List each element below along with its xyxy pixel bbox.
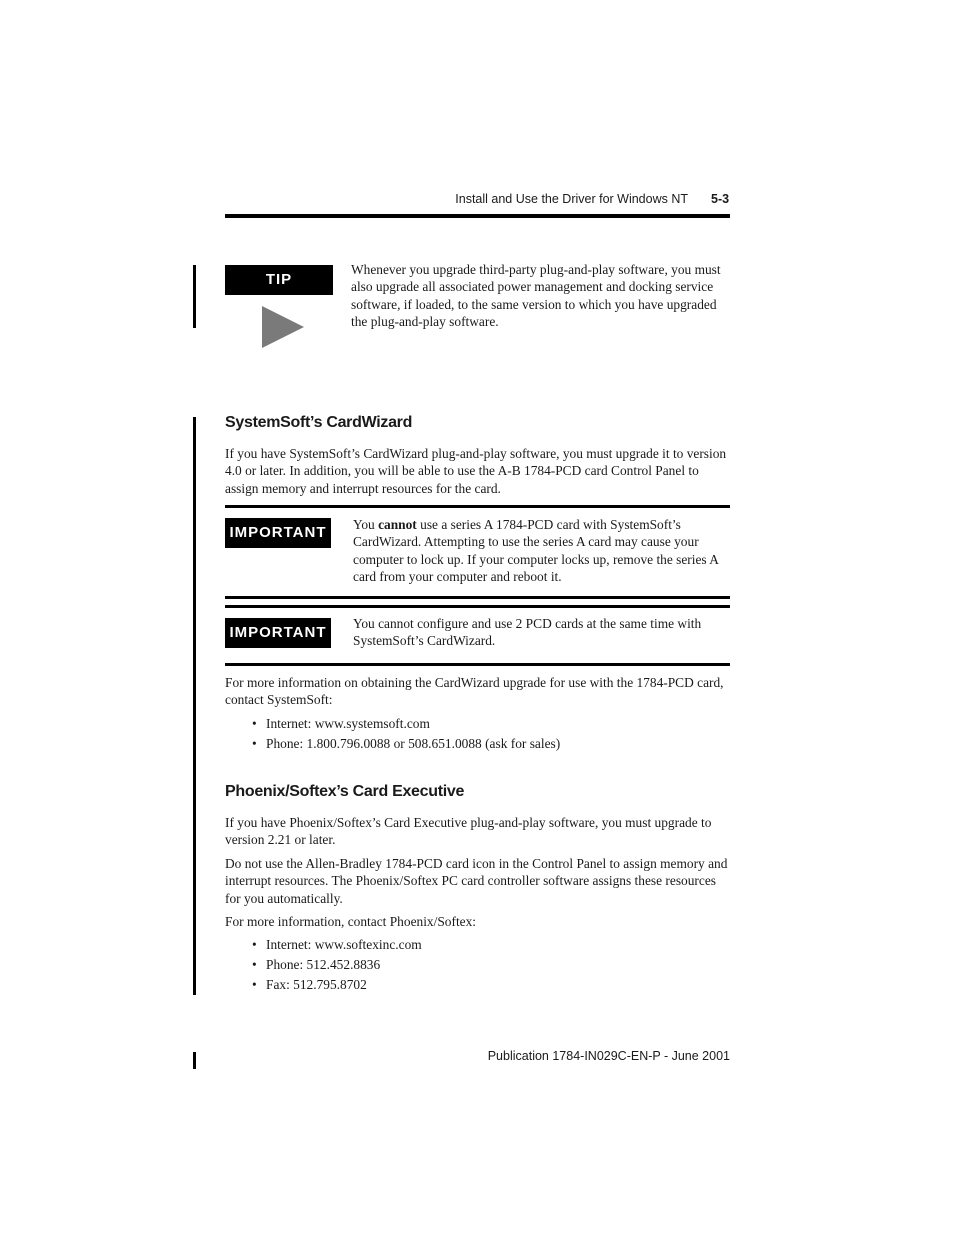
phoenix-contact-list [252, 936, 730, 996]
important1-text: You cannot use a series A 1784-PCD card with SystemSoft’s CardWizard. Attempting to use the series A card may cause your computer to lock up. If your computer locks up, remove the series A card from your computer and reboot it. [353, 517, 719, 585]
change-bar-tip [193, 265, 196, 328]
important1-top-rule [225, 505, 730, 508]
publication-footer: Publication 1784-IN029C-EN-P - June 2001 [487, 1049, 730, 1063]
phoenix-heading: Phoenix/Softex’s Card Executive [225, 783, 465, 800]
systemsoft-more-info: For more information on obtaining the CardWizard upgrade for use with the 1784-PCD card, contact SystemSoft: [225, 675, 724, 708]
important1-label: IMPORTANT [225, 518, 331, 548]
running-head-title: Install and Use the Driver for Windows NT [455, 192, 688, 206]
list-item: • Phone: 512.452.8836 [252, 956, 730, 973]
change-bar-sections [193, 417, 196, 995]
important1-bottom-rule [225, 596, 730, 599]
important2-bottom-rule [225, 663, 730, 666]
list-item: • Fax: 512.795.8702 [252, 976, 730, 993]
systemsoft-contact-list [252, 715, 730, 755]
phoenix-paragraph-2: Do not use the Allen-Bradley 1784-PCD card icon in the Control Panel to assign memory and interrupt resources. The Phoenix/Softex PC card controller software assigns these resources for you automatically. [225, 856, 728, 906]
tip-text: Whenever you upgrade third-party plug-and-play software, you must also upgrade all associated power management and docking service software, if loaded, to the same version to which you have upgraded the plug-and-play software. [351, 262, 721, 330]
important1-emphasis: cannot [378, 517, 417, 532]
tip-label: TIP [225, 265, 333, 295]
tip-arrow-icon [262, 306, 304, 348]
header-rule [225, 214, 730, 218]
important2-top-rule [225, 605, 730, 608]
phoenix-paragraph-1: If you have Phoenix/Softex’s Card Executive plug-and-play software, you must upgrade to version 2.21 or later. [225, 815, 712, 848]
important2-label: IMPORTANT [225, 618, 331, 648]
important2-text: You cannot configure and use 2 PCD cards at the same time with SystemSoft’s CardWizard. [353, 616, 702, 649]
change-bar-footer [193, 1052, 196, 1069]
phoenix-more-info: For more information, contact Phoenix/Softex: [225, 914, 477, 929]
systemsoft-paragraph: If you have SystemSoft’s CardWizard plug-and-play software, you must upgrade it to version 4.0 or later. In addition, you will be able to use the A-B 1784-PCD card Control Panel to assign memory and interrupt resources for the card. [225, 446, 727, 496]
list-item: • Internet: www.systemsoft.com [252, 715, 730, 732]
systemsoft-heading: SystemSoft’s CardWizard [225, 414, 413, 431]
list-item: • Internet: www.softexinc.com [252, 936, 730, 953]
list-item: • Phone: 1.800.796.0088 or 508.651.0088 (ask for sales) [252, 735, 730, 752]
page-number: 5-3 [711, 192, 730, 206]
